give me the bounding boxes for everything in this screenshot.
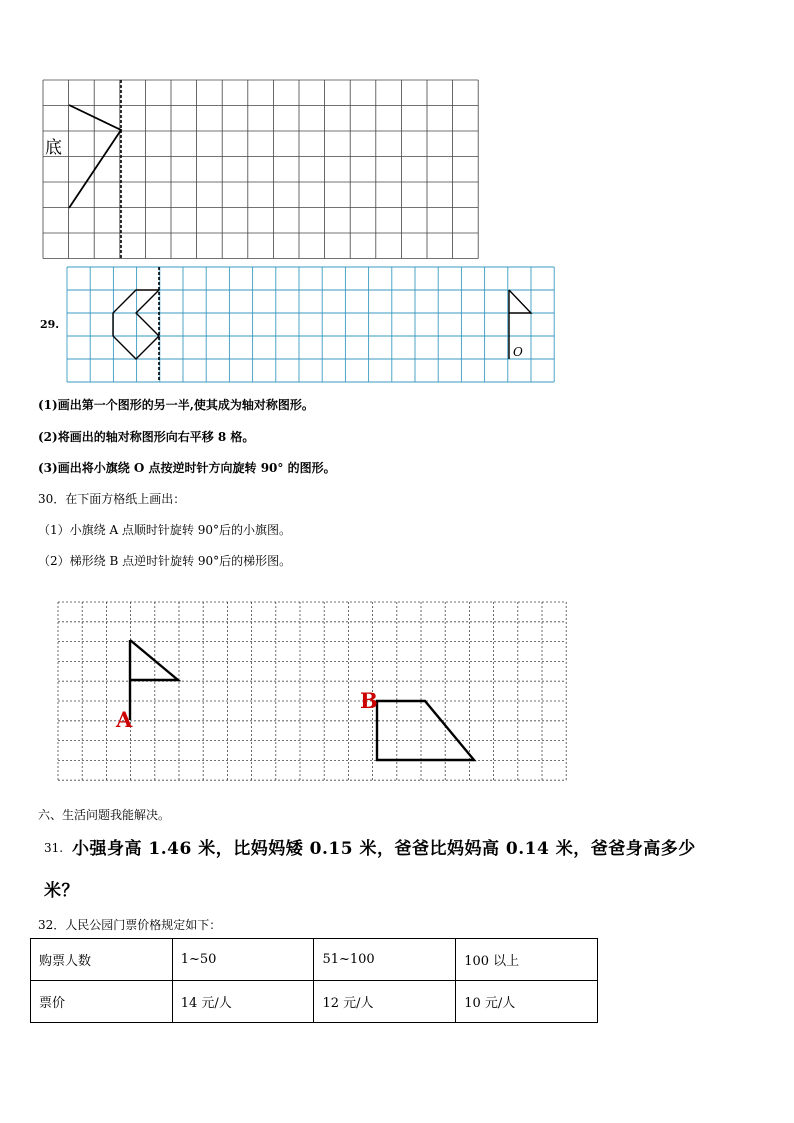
table-row: [31, 981, 598, 1023]
trapezoid-b: [377, 701, 474, 760]
q31-text-line-1: 小强身高 1.46 米，比妈妈矮 0.15 米，爸爸比妈妈高 0.14 米，爸爸身高多少: [72, 839, 696, 859]
q30-item-1: （1）小旗绕 A 点顺时针旋转 90°后的小旗图。: [38, 523, 292, 537]
section-6-title: 六、生活问题我能解决。: [38, 808, 171, 822]
q32-title: 32．人民公园门票价格规定如下：: [38, 918, 222, 932]
table-cell: 14 元/人: [172, 981, 314, 1023]
table-cell: 购票人数: [31, 939, 173, 981]
point-o-label: O: [513, 345, 523, 359]
q30-item-2: （2）梯形绕 B 点逆时针旋转 90°后的梯形图。: [38, 554, 292, 568]
table-row: [31, 939, 598, 981]
table-cell: 10 元/人: [456, 981, 598, 1023]
flag-a: [130, 640, 178, 680]
table-cell: 票价: [31, 981, 173, 1023]
table-cell: 1~50: [172, 939, 314, 981]
q29-instruction-1: (1)画出第一个图形的另一半,使其成为轴对称图形。: [38, 398, 314, 412]
table-cell: 51~100: [314, 939, 456, 981]
q31-text-line-2: 米？: [44, 881, 79, 901]
point-b-label: B: [360, 688, 378, 713]
q29-instruction-3: (3)画出将小旗绕 O 点按逆时针方向旋转 90° 的图形。: [38, 461, 336, 475]
ticket-price-table: [30, 938, 598, 1023]
q31-number: 31.: [44, 841, 64, 855]
table-cell: 100 以上: [456, 939, 598, 981]
triangle-label: 底: [45, 138, 62, 158]
q29-number: 29.: [40, 318, 60, 331]
table-cell: 12 元/人: [314, 981, 456, 1023]
q30-title: 30．在下面方格纸上画出：: [38, 492, 186, 506]
q29-instruction-2: (2)将画出的轴对称图形向右平移 8 格。: [38, 430, 255, 444]
point-a-label: A: [116, 707, 133, 732]
